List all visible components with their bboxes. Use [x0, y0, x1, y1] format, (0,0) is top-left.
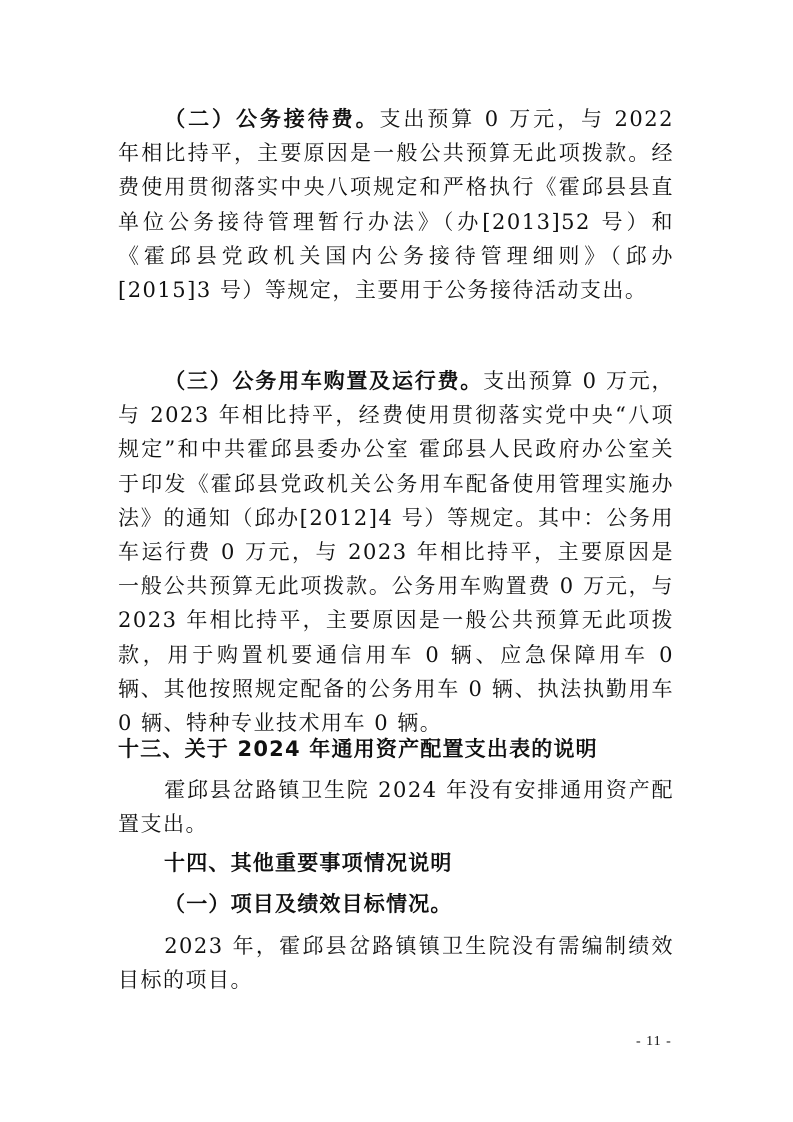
section-3-lead: （三）公务用车购置及运行费。 [164, 369, 484, 393]
page-number: - 11 - [636, 1034, 672, 1049]
section-2-paragraph [118, 102, 674, 307]
subheading-14-1: （一）项目及绩效目标情况。 [164, 892, 453, 916]
heading-14: 十四、其他重要事项情况说明 [164, 851, 453, 875]
heading-13: 十三、关于 2024 年通用资产配置支出表的说明 [118, 737, 598, 761]
section-2-body: 支出预算 0 万元，与 2022 年相比持平，主要原因是一般公共预算无此项拨款。经费使用贯彻落实中央八项规定和严格执行《霍邱县县直单位公务接待管理暂行办法》（办[2013]52 号）和《霍邱县党政机关国内公务接待管理细则》（邱办[2015]3 号）等规定，主要用于公务接待活动支出。 [118, 107, 674, 303]
section-3-paragraph [118, 364, 674, 740]
section-3-body: 支出预算 0 万元，与 2023 年相比持平，经费使用贯彻落实党中央“八项规定”和中共霍邱县委办公室 霍邱县人民政府办公室关于印发《霍邱县党政机关公务用车配备使用管理实施办法》的通知（邱办[2012]4 号）等规定。其中：公务用车运行费 0 万元，与 2023 年相比持平，主要原因是一般公共预算无此项拨款。公务用车购置费 0 万元，与 2023 年相比持平，主要原因是一般公共预算无此项拨款，用于购置机要通信用车 0 辆、应急保障用车 0 辆、其他按照规定配备的公务用车 0 辆、执法执勤用车 0 辆、特种专业技术用车 0 辆。 [118, 369, 675, 736]
para-14-1: 2023 年，霍邱县岔路镇镇卫生院没有需编制绩效目标的项目。 [118, 934, 674, 993]
para-13: 霍邱县岔路镇卫生院 2024 年没有安排通用资产配置支出。 [118, 778, 674, 837]
section-2-lead: （二）公务接待费。 [164, 107, 380, 131]
